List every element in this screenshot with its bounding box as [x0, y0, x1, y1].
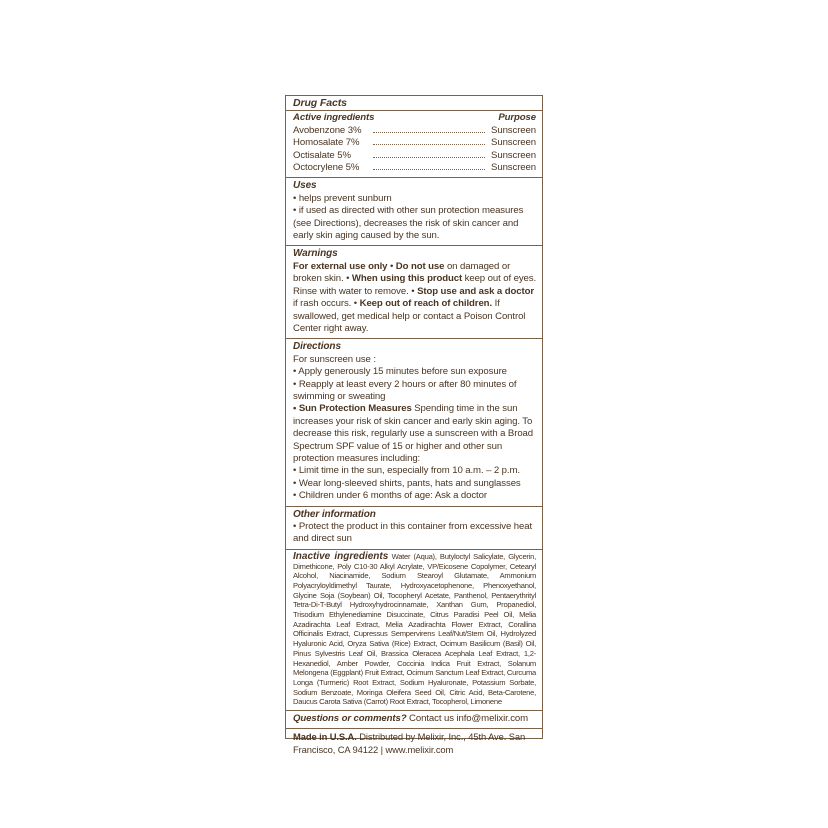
active-name: Octocrylene 5%: [293, 162, 360, 174]
directions-item: • Children under 6 months of age: Ask a doctor: [293, 490, 487, 502]
purpose-heading: Purpose: [498, 112, 536, 124]
dot-leader: [373, 131, 485, 133]
active-ingredients-section: [286, 111, 542, 178]
keep-out-label: Keep out of reach of children.: [359, 298, 493, 310]
do-not-use-label: Do not use: [395, 260, 445, 272]
uses-heading: Uses: [293, 180, 317, 192]
active-name: Avobenzone 3%: [293, 124, 362, 136]
active-header-row: [293, 112, 536, 124]
external-use-label: For external use only: [293, 260, 388, 272]
active-purpose: Sunscreen: [491, 149, 536, 161]
distributor-text: Distributed by Melixir, Inc., 45th Ave. San Francisco, CA 94122 | www.melixir.com: [293, 731, 526, 755]
questions-section: [286, 711, 542, 729]
stop-use-label: Stop use and ask a doctor: [417, 285, 534, 297]
warnings-text: [293, 261, 536, 335]
warnings-section: [286, 246, 542, 339]
directions-item: • Reapply at least every 2 hours or after 80 minutes of swimming or sweating: [293, 378, 517, 402]
warnings-heading: Warnings: [293, 248, 338, 260]
inactive-ingredients-section: [286, 550, 542, 711]
directions-item: • Wear long-sleeved shirts, pants, hats and sunglasses: [293, 477, 521, 489]
active-purpose: Sunscreen: [491, 162, 536, 174]
other-information-section: [286, 507, 542, 550]
uses-item: • helps prevent sunburn: [293, 192, 392, 204]
drug-facts-panel: [285, 95, 543, 755]
drug-facts-title: Drug Facts: [286, 96, 542, 111]
other-information-text: • Protect the product in this container from excessive heat and direct sun: [293, 521, 533, 545]
other-information-heading: Other information: [293, 508, 376, 520]
warnings-fragment: on damaged or broken skin. •: [293, 260, 511, 285]
directions-item: • Limit time in the sun, especially from 10 a.m. – 2 p.m.: [293, 465, 520, 477]
manufacturer-section: [286, 729, 542, 759]
warnings-fragment: •: [387, 260, 396, 272]
active-purpose: Sunscreen: [491, 124, 536, 136]
sun-protection-body: Spending time in the sun increases your risk of skin cancer and early skin aging. To decrease this risk, regularly use a sunscreen with a Broad Spectrum SPF value of 15 or higher and other sun protection measures including:: [293, 403, 534, 464]
questions-contact: Contact us info@melixir.com: [406, 713, 529, 725]
directions-section: [286, 339, 542, 506]
warnings-fragment: if rash occurs. •: [293, 298, 360, 310]
directions-intro: For sunscreen use :: [293, 353, 376, 365]
directions-item: • Apply generously 15 minutes before sun exposure: [293, 366, 507, 378]
warnings-fragment: If swallowed, get medical help or contact a Poison Control Center right away.: [293, 298, 526, 334]
inactive-ingredients-text: Water (Aqua), Butyloctyl Salicylate, Glycerin, Dimethicone, Poly C10-30 Alkyl Acrylate, VP/Eicosene Copolymer, Cetearyl Alcohol, Niacinamide, Sodium Stearoyl Glutamate, Ammonium Polyacryloyldimethyl Taurate, Hydroxyacetophenone, Phenoxyethanol, Glycine Soja (Soybean) Oil, Tocopheryl Acetate, Panthenol, Pentaerythrityl Tetra-Di-T-Butyl Hydroxyhydrocinnamate, Xanthan Gum, Propanediol, Trisodium Ethylenediamine Disuccinate, Citrus Paradisi Peel Oil, Melia Azadirachta Leaf Extract, Melia Azadirachta Flower Extract, Corallina Officinalis Extract, Cupressus Sempervirens Leaf/Nut/Stem Oil, Hydrolyzed Hyaluronic Acid, Oryza Sativa (Rice) Extract, Ocimum Basilicum (Basil) Oil, Pinus Sylvestris Leaf Oil, Brassica Oleracea Acephala Leaf Extract, 1,2-Hexanediol, Amber Powder, Coccinia Indica Fruit Extract, Solanum Melongena (Eggplant) Fruit Extract, Ocimum Sanctum Leaf Extract, Curcuma Longa (Turmeric) Root Extract, Sodium Hyaluronate, Potassium Sorbate, Sodium Benzoate, Moringa Oleifera Seed Oil, Citric Acid, Beta-Carotene, Daucus Carota Sativa (Carrot) Root Extract, Tocopherol, Limonene: [293, 551, 536, 707]
questions-heading: Questions or comments?: [293, 713, 407, 725]
directions-heading: Directions: [293, 341, 341, 353]
dot-leader: [373, 143, 485, 145]
active-row: [293, 137, 536, 149]
active-purpose: Sunscreen: [491, 137, 536, 149]
when-using-label: When using this product: [351, 273, 463, 285]
active-name: Octisalate 5%: [293, 149, 351, 161]
uses-section: [286, 178, 542, 246]
uses-item: • if used as directed with other sun protection measures (see Directions), decreases the risk of skin cancer and early skin aging caused by the sun.: [293, 205, 524, 242]
active-ingredients-heading: Active ingredients: [293, 112, 375, 124]
sun-protection-text: [293, 403, 536, 465]
dot-leader: [373, 156, 485, 158]
active-name: Homosalate 7%: [293, 137, 360, 149]
active-row: [293, 125, 536, 137]
active-row: [293, 150, 536, 162]
warnings-fragment: keep out of eyes. Rinse with water to remove. •: [293, 273, 537, 297]
dot-leader: [373, 168, 485, 170]
sun-protection-label: • Sun Protection Measures: [293, 403, 412, 415]
made-in-label: Made in U.S.A.: [293, 731, 357, 743]
inactive-ingredients-heading: Inactive ingredients: [293, 550, 389, 562]
active-row: [293, 162, 536, 174]
